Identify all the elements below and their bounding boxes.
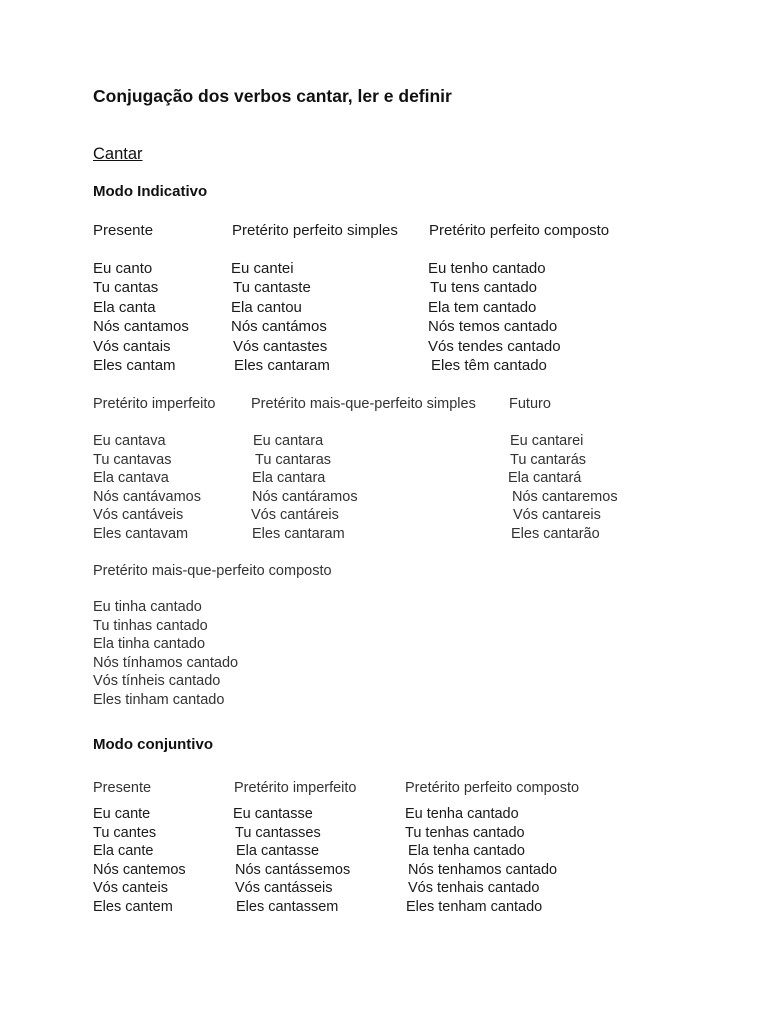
conjugation-item: Nós cantássemos (235, 861, 351, 878)
list-conjuntivo-imperfeito (233, 805, 350, 917)
conjugation-item: Ela tem cantado (428, 298, 537, 316)
conjugation-item: Vós cantais (93, 337, 171, 355)
conjugation-item: Ela cante (93, 843, 154, 860)
conjugation-item: Nós cantávamos (93, 488, 201, 505)
conjugation-item: Eles cantaram (234, 356, 330, 374)
list-perfeito-simples (231, 259, 330, 375)
conjugation-item: Eu cantarei (510, 433, 584, 449)
conjugation-item: Tu cantasses (235, 824, 321, 841)
conjugation-item: Nós cantáramos (252, 488, 358, 505)
conjugation-item: Tu tens cantado (430, 279, 538, 297)
conjugation-item: Eu cantava (93, 433, 166, 449)
conjugation-item: Tu cantavas (93, 451, 172, 468)
header-mais-que-perfeito-composto: Pretérito mais-que-perfeito composto (93, 563, 332, 579)
conjugation-item: Eles cantaram (252, 525, 345, 542)
conjugation-item: Eu tenha cantado (405, 806, 519, 822)
conjugation-item: Eu cantara (253, 433, 324, 449)
conjugation-item: Ela canta (93, 298, 156, 316)
conjugation-item: Eu cantei (231, 260, 294, 277)
conjugation-item: Vós cantareis (513, 507, 601, 523)
conjugation-item: Tu tinhas cantado (93, 617, 208, 634)
conjugation-item: Eu cantasse (233, 806, 313, 822)
list-presente-indicativo (93, 259, 189, 375)
header-perfeito-composto: Pretérito perfeito composto (429, 222, 610, 239)
conjugation-item: Vós cantáreis (251, 507, 339, 523)
list-conjuntivo-perfeito-composto (405, 805, 557, 917)
conjugation-item: Eles cantassem (236, 898, 339, 915)
conjugation-item: Ela cantará (508, 470, 582, 486)
header-conjuntivo-presente: Presente (93, 780, 152, 796)
list-imperfeito (93, 432, 201, 543)
conjugation-item: Eu tinha cantado (93, 599, 202, 615)
header-mais-que-perfeito-simples: Pretérito mais-que-perfeito simples (251, 396, 476, 412)
mood-indicativo-label: Modo Indicativo (93, 183, 208, 200)
conjugation-item: Vós canteis (93, 880, 168, 897)
conjugation-item: Ela cantara (252, 470, 326, 486)
conjugation-item: Tu cantes (93, 824, 157, 841)
conjugation-item: Nós cantemos (93, 861, 186, 878)
conjugation-item: Eles cantarão (511, 525, 600, 542)
conjugation-item: Ela cantava (93, 470, 169, 486)
conjugation-item: Ela tenha cantado (408, 843, 525, 860)
conjugation-item: Ela cantasse (236, 843, 320, 860)
header-conjuntivo-perfeito-composto: Pretérito perfeito composto (405, 780, 580, 796)
conjugation-item: Vós cantásseis (235, 880, 333, 897)
conjugation-item: Eles tenham cantado (406, 898, 543, 915)
header-conjuntivo-imperfeito: Pretérito imperfeito (234, 780, 357, 796)
conjugation-item: Eles cantavam (93, 525, 189, 542)
list-conjuntivo-presente (93, 805, 186, 917)
conjugation-item: Vós tínheis cantado (93, 673, 221, 690)
conjugation-item: Tu tenhas cantado (405, 824, 525, 841)
conjugation-item: Ela tinha cantado (93, 636, 206, 653)
conjugation-item: Eles cantam (93, 356, 176, 374)
header-imperfeito: Pretérito imperfeito (93, 396, 216, 412)
conjugation-item: Tu cantarás (510, 451, 587, 468)
conjugation-item: Vós cantastes (233, 337, 328, 355)
document-title: Conjugação dos verbos cantar, ler e definir (93, 86, 452, 106)
conjugation-item: Nós temos cantado (428, 318, 558, 336)
mood-conjuntivo-label: Modo conjuntivo (93, 736, 213, 753)
list-mais-que-perfeito-simples (251, 432, 358, 543)
list-futuro (508, 432, 618, 543)
conjugation-item: Ela cantou (231, 298, 302, 316)
list-mais-que-perfeito-composto (93, 598, 238, 710)
conjugation-item: Vós tendes cantado (428, 337, 561, 355)
conjugation-item: Eu canto (93, 260, 153, 277)
list-perfeito-composto (428, 259, 561, 375)
conjugation-item: Eles cantem (93, 898, 173, 915)
header-presente: Presente (93, 222, 154, 239)
conjugation-item: Nós tínhamos cantado (93, 654, 239, 671)
conjugation-item: Vós cantáveis (93, 507, 184, 523)
conjugation-item: Tu cantas (93, 279, 159, 297)
header-perfeito-simples: Pretérito perfeito simples (232, 222, 398, 239)
conjugation-item: Nós tenhamos cantado (408, 861, 558, 878)
conjugation-item: Tu cantaste (233, 279, 311, 297)
conjugation-item: Nós cantámos (231, 318, 327, 336)
conjugation-item: Eu tenho cantado (428, 260, 546, 277)
conjugation-item: Eu cante (93, 806, 151, 822)
conjugation-item: Eles têm cantado (431, 356, 547, 374)
conjugation-item: Nós cantaremos (512, 488, 618, 505)
verb-heading: Cantar (93, 145, 143, 163)
conjugation-item: Eles tinham cantado (93, 691, 225, 708)
header-futuro: Futuro (509, 396, 551, 412)
conjugation-item: Tu cantaras (255, 451, 332, 468)
conjugation-item: Vós tenhais cantado (408, 880, 540, 897)
conjugation-item: Nós cantamos (93, 318, 189, 336)
